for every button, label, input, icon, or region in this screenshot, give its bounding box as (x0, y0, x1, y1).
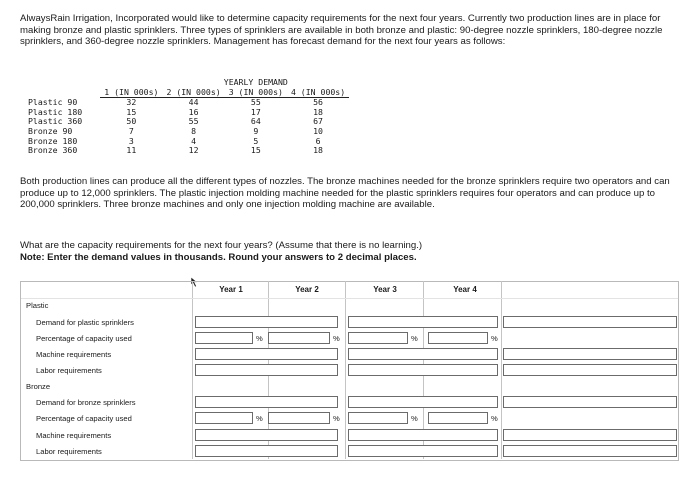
input-bronze-machine-y3[interactable] (348, 429, 498, 441)
row-label-machine-plastic: Machine requirements (36, 350, 112, 359)
column-header-year-4: Year 4 (453, 285, 477, 294)
cell: 18 (313, 106, 323, 117)
input-plastic-demand-y1-y2[interactable] (195, 316, 338, 328)
input-bronze-demand-y4[interactable] (503, 396, 677, 408)
input-bronze-labor-y3[interactable] (348, 445, 498, 457)
percent-symbol: % (411, 334, 418, 343)
percent-symbol: % (256, 334, 263, 343)
intro-paragraph: AlwaysRain Irrigation, Incorporated would like to determine capacity requirements for the next four years. Currently two production lines are in place for making bronze and plastic sprinklers. Three types of sprinklers are available in both bronze and plastic: 90-degree nozzle sprinklers, 180-degree nozzle sprinklers, and 360-degree nozzle sprinklers. Management has forecast demand for the next four years as follows: (20, 13, 663, 48)
row-label: Plastic 180 (28, 106, 83, 117)
row-label-labor-plastic: Labor requirements (36, 366, 102, 375)
cell: 10 (313, 125, 323, 136)
question-block (20, 240, 688, 263)
question-text: What are the capacity requirements for the next four years? (Assume that there is no learning.) (20, 240, 423, 251)
header-rule (21, 298, 678, 299)
cell: 50 (126, 116, 137, 127)
percent-symbol: % (491, 414, 498, 423)
cell: 56 (313, 97, 323, 108)
column-divider (192, 281, 193, 459)
cell: 3 (128, 135, 134, 146)
input-plastic-percent-y3[interactable] (348, 332, 408, 344)
row-label: Plastic 360 (28, 116, 83, 127)
input-plastic-percent-y1[interactable] (195, 332, 253, 344)
year-header: 2 (IN 000s) (162, 88, 224, 98)
percent-symbol: % (333, 414, 340, 423)
input-plastic-percent-y2[interactable] (268, 332, 330, 344)
cell: 4 (191, 135, 197, 146)
column-header-year-1: Year 1 (219, 285, 243, 294)
input-plastic-labor-y4[interactable] (503, 364, 677, 376)
cell: 17 (250, 106, 261, 117)
row-label: Bronze 360 (28, 145, 78, 156)
cell: 55 (188, 116, 199, 127)
input-plastic-demand-y4[interactable] (503, 316, 677, 328)
input-plastic-demand-y3[interactable] (348, 316, 498, 328)
row-label-demand-plastic: Demand for plastic sprinklers (36, 318, 134, 327)
percent-symbol: % (491, 334, 498, 343)
row-label-percent-bronze: Percentage of capacity used (36, 414, 132, 423)
input-bronze-demand-y3[interactable] (348, 396, 498, 408)
cell: 7 (128, 125, 134, 136)
row-label-labor-bronze: Labor requirements (36, 447, 102, 456)
cell: 9 (253, 125, 259, 136)
cell: 15 (126, 106, 137, 117)
demand-table-title: YEARLY DEMAND (223, 77, 288, 87)
cell: 67 (313, 116, 323, 127)
input-bronze-machine-y4[interactable] (503, 429, 677, 441)
cell: 15 (250, 145, 261, 156)
column-header-year-3: Year 3 (373, 285, 397, 294)
cell: 8 (191, 125, 197, 136)
note-text: Note: Enter the demand values in thousands. Round your answers to 2 decimal places. (20, 251, 417, 263)
input-plastic-machine-y4[interactable] (503, 348, 677, 360)
row-label: Bronze 90 (28, 125, 73, 136)
section-label-bronze: Bronze (26, 382, 51, 391)
cell: 18 (313, 145, 323, 156)
input-bronze-percent-y4[interactable] (428, 412, 488, 424)
demand-table (28, 78, 349, 156)
year-header: 1 (IN 000s) (100, 88, 162, 98)
cell: 5 (253, 135, 259, 146)
cell: 44 (188, 97, 199, 108)
cell: 55 (250, 97, 261, 108)
percent-symbol: % (411, 414, 418, 423)
row-label: Bronze 180 (28, 135, 78, 146)
input-plastic-percent-y4[interactable] (428, 332, 488, 344)
table-row (28, 117, 349, 127)
input-bronze-percent-y3[interactable] (348, 412, 408, 424)
column-header-year-2: Year 2 (295, 285, 319, 294)
row-label: Plastic 90 (28, 96, 78, 107)
input-bronze-labor-y1-y2[interactable] (195, 445, 338, 457)
cell: 64 (250, 116, 261, 127)
cell: 12 (188, 145, 199, 156)
input-plastic-machine-y1-y2[interactable] (195, 348, 338, 360)
input-bronze-labor-y4[interactable] (503, 445, 677, 457)
input-plastic-labor-y1-y2[interactable] (195, 364, 338, 376)
table-row (28, 146, 349, 156)
input-bronze-demand-y1-y2[interactable] (195, 396, 338, 408)
percent-symbol: % (333, 334, 340, 343)
input-plastic-labor-y3[interactable] (348, 364, 498, 376)
year-header: 3 (IN 000s) (225, 88, 287, 98)
input-plastic-machine-y3[interactable] (348, 348, 498, 360)
column-divider (345, 281, 346, 459)
input-bronze-percent-y2[interactable] (268, 412, 330, 424)
cell: 32 (126, 97, 137, 108)
section-label-plastic: Plastic (26, 301, 49, 310)
column-divider (501, 281, 502, 459)
capacity-paragraph: Both production lines can produce all the different types of nozzles. The bronze machines needed for the bronze sprinklers require two operators and can produce up to 12,000 sprinklers. The plastic injection molding machine needed for the plastic sprinklers requires four operators and can produce up to 200,000 sprinklers. Three bronze machines and only one injection molding machine are available. (20, 176, 670, 211)
year-header: 4 (IN 000s) (287, 88, 349, 98)
row-label-machine-bronze: Machine requirements (36, 431, 112, 440)
cell: 16 (188, 106, 199, 117)
row-label-demand-bronze: Demand for bronze sprinklers (36, 398, 136, 407)
percent-symbol: % (256, 414, 263, 423)
input-bronze-machine-y1-y2[interactable] (195, 429, 338, 441)
cell: 6 (315, 135, 321, 146)
row-label-percent-plastic: Percentage of capacity used (36, 334, 132, 343)
cell: 11 (126, 145, 137, 156)
input-bronze-percent-y1[interactable] (195, 412, 253, 424)
